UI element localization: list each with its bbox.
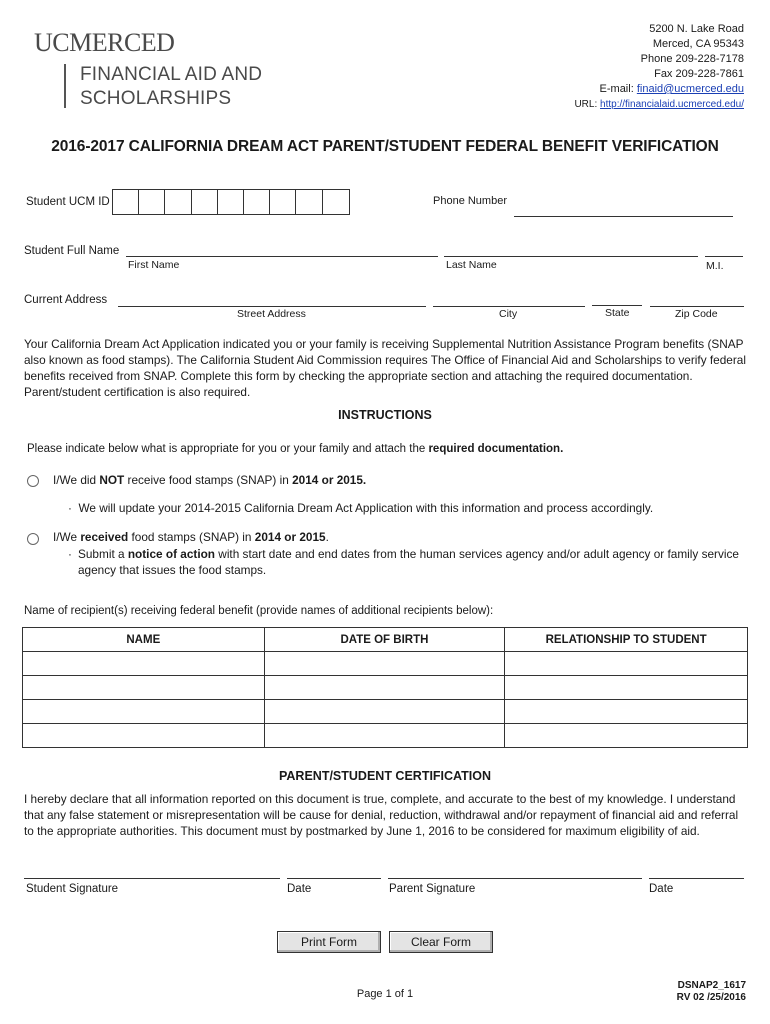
relationship-cell[interactable] [505, 676, 748, 700]
date2-input[interactable] [649, 878, 744, 879]
relationship-column-header: RELATIONSHIP TO STUDENT [505, 628, 748, 652]
name-cell[interactable] [23, 724, 265, 748]
contact-block [574, 22, 744, 112]
street-caption: Street Address [237, 308, 306, 320]
street-input[interactable] [118, 306, 426, 307]
relationship-cell[interactable] [505, 652, 748, 676]
city-caption: City [499, 308, 518, 320]
certification-heading: PARENT/STUDENT CERTIFICATION [278, 769, 492, 783]
student-signature-label: Student Signature [26, 883, 119, 895]
instructions-heading: INSTRUCTIONS [338, 408, 432, 422]
url-label: URL: [574, 99, 598, 110]
id-digit-box[interactable] [296, 190, 322, 214]
department-name [80, 63, 262, 111]
option1-text-1: I/We did [53, 473, 100, 487]
name-cell[interactable] [23, 652, 265, 676]
print-form-button[interactable]: Print Form [277, 931, 381, 953]
bullet-dot: · [68, 501, 79, 515]
address-line-2: Merced, CA 95343 [652, 38, 744, 50]
bullet-dot: · [68, 547, 72, 561]
id-digit-box[interactable] [270, 190, 296, 214]
phone-label: Phone Number [433, 195, 507, 207]
form-revision: RV 02 /25/2016 [676, 992, 746, 1003]
name-cell[interactable] [23, 700, 265, 724]
recipients-table [22, 627, 748, 748]
fax-number: Fax 209-228-7861 [654, 68, 744, 80]
table-row [23, 700, 748, 724]
option2-text-2: food stamps (SNAP) in [128, 530, 255, 544]
option1-bold-1: NOT [99, 473, 125, 487]
mi-caption: M.I. [706, 260, 724, 272]
form-code-id: DSNAP2_1617 [677, 980, 746, 991]
student-signature-input[interactable] [24, 878, 280, 879]
email-row [574, 82, 744, 97]
option2-bullet-bold: notice of action [127, 547, 216, 561]
logo-divider [64, 64, 66, 108]
relationship-cell[interactable] [505, 724, 748, 748]
address-label: Current Address [24, 294, 108, 306]
name-cell[interactable] [23, 676, 265, 700]
parent-signature-label: Parent Signature [389, 883, 476, 895]
intro-paragraph: Your California Dream Act Application indicated you or your family is receiving Supplemental Nutrition Assistance Program benefits (SNAP also known as food stamps). The California Student Aid Commission requires The Office of Financial Aid and Scholarships to verify federal benefits received from SNAP. Complete this form by checking the appropriate section and attaching the required documentation. Parent/student certification is also required. [24, 337, 746, 399]
address-line-1: 5200 N. Lake Road [649, 23, 744, 35]
clear-form-button[interactable]: Clear Form [389, 931, 493, 953]
department-line-1: FINANCIAL AID AND [80, 64, 263, 85]
state-input[interactable] [592, 305, 642, 306]
option2-bullet-text [78, 546, 748, 578]
parent-signature-input[interactable] [388, 878, 642, 879]
instructions-lead-text: Please indicate below what is appropriate for you or your family and attach the [27, 443, 429, 455]
first-name-caption: First Name [128, 259, 180, 271]
option-not-received-label [53, 472, 366, 488]
url-link[interactable]: http://financialaid.ucmerced.edu/ [600, 99, 744, 110]
date2-label: Date [649, 883, 674, 895]
mi-input[interactable] [705, 256, 743, 257]
dob-cell[interactable] [264, 724, 505, 748]
option-received-radio[interactable] [27, 533, 39, 545]
table-row [23, 676, 748, 700]
url-row [574, 97, 744, 112]
form-code [677, 980, 746, 1004]
option2-bold-2: 2014 or 2015 [254, 530, 326, 544]
zip-caption: Zip Code [675, 308, 718, 320]
form-title: 2016-2017 CALIFORNIA DREAM ACT PARENT/STUDENT FEDERAL BENEFIT VERIFICATION [51, 138, 719, 155]
email-label: E-mail: [599, 83, 634, 95]
student-id-input[interactable] [112, 189, 350, 215]
option1-bullet-text: We will update your 2014-2015 California Dream Act Application with this information and process accordingly. [78, 501, 654, 515]
option2-text-3: . [325, 530, 329, 544]
page-number: Page 1 of 1 [356, 988, 414, 1000]
zip-input[interactable] [650, 306, 744, 307]
id-digit-box[interactable] [323, 190, 349, 214]
option-not-received-radio[interactable] [27, 475, 39, 487]
option2-bullet-text-2: with start date and end dates from the human services agency and/or adult agency or family service agency that issues the food stamps. [78, 547, 739, 577]
id-digit-box[interactable] [139, 190, 165, 214]
recipients-label: Name of recipient(s) receiving federal benefit (provide names of additional recipients below): [24, 605, 494, 617]
id-digit-box[interactable] [113, 190, 139, 214]
dob-cell[interactable] [264, 700, 505, 724]
option2-bullet [68, 546, 748, 578]
city-input[interactable] [433, 306, 585, 307]
table-row [23, 724, 748, 748]
table-row [23, 652, 748, 676]
email-link[interactable]: finaid@ucmerced.edu [636, 83, 744, 95]
option-received-label [53, 529, 329, 545]
id-digit-box[interactable] [165, 190, 191, 214]
department-line-2: SCHOLARSHIPS [80, 88, 232, 109]
id-digit-box[interactable] [192, 190, 218, 214]
phone-number: Phone 209-228-7178 [640, 53, 744, 65]
student-id-label: Student UCM ID [26, 196, 110, 208]
phone-input[interactable] [514, 216, 733, 217]
option2-text-1: I/We [53, 530, 81, 544]
id-digit-box[interactable] [244, 190, 270, 214]
name-column-header: NAME [23, 628, 265, 652]
last-name-input[interactable] [444, 256, 698, 257]
relationship-cell[interactable] [505, 700, 748, 724]
instructions-lead-bold: required documentation. [428, 443, 564, 455]
date1-label: Date [287, 883, 312, 895]
date1-input[interactable] [287, 878, 381, 879]
option1-bullet [68, 500, 653, 516]
first-name-input[interactable] [126, 256, 438, 257]
certification-text: I hereby declare that all information reported on this document is true, complete, and accurate to the best of my knowledge. I understand that any false statement or misrepresentation will be cause for denial, reduction, withdrawal and/or repayment of financial aid and referral to the appropriate authorities. This document must by postmarked by June 1, 2016 to be considered for maximum eligibility of aid. [24, 792, 739, 838]
table-header-row [23, 628, 748, 652]
last-name-caption: Last Name [446, 259, 497, 271]
ucmerced-logo: UCMERCED [34, 28, 175, 57]
state-caption: State [605, 307, 630, 319]
option1-text-2: receive food stamps (SNAP) in [124, 473, 293, 487]
option1-bold-2: 2014 or 2015. [292, 473, 367, 487]
instructions-lead [27, 443, 563, 455]
option2-bullet-text-1: Submit a [78, 547, 128, 561]
dob-cell[interactable] [264, 652, 505, 676]
id-digit-box[interactable] [218, 190, 244, 214]
dob-cell[interactable] [264, 676, 505, 700]
dob-column-header: DATE OF BIRTH [264, 628, 505, 652]
option2-bold-1: received [80, 530, 129, 544]
full-name-label: Student Full Name [24, 245, 120, 257]
